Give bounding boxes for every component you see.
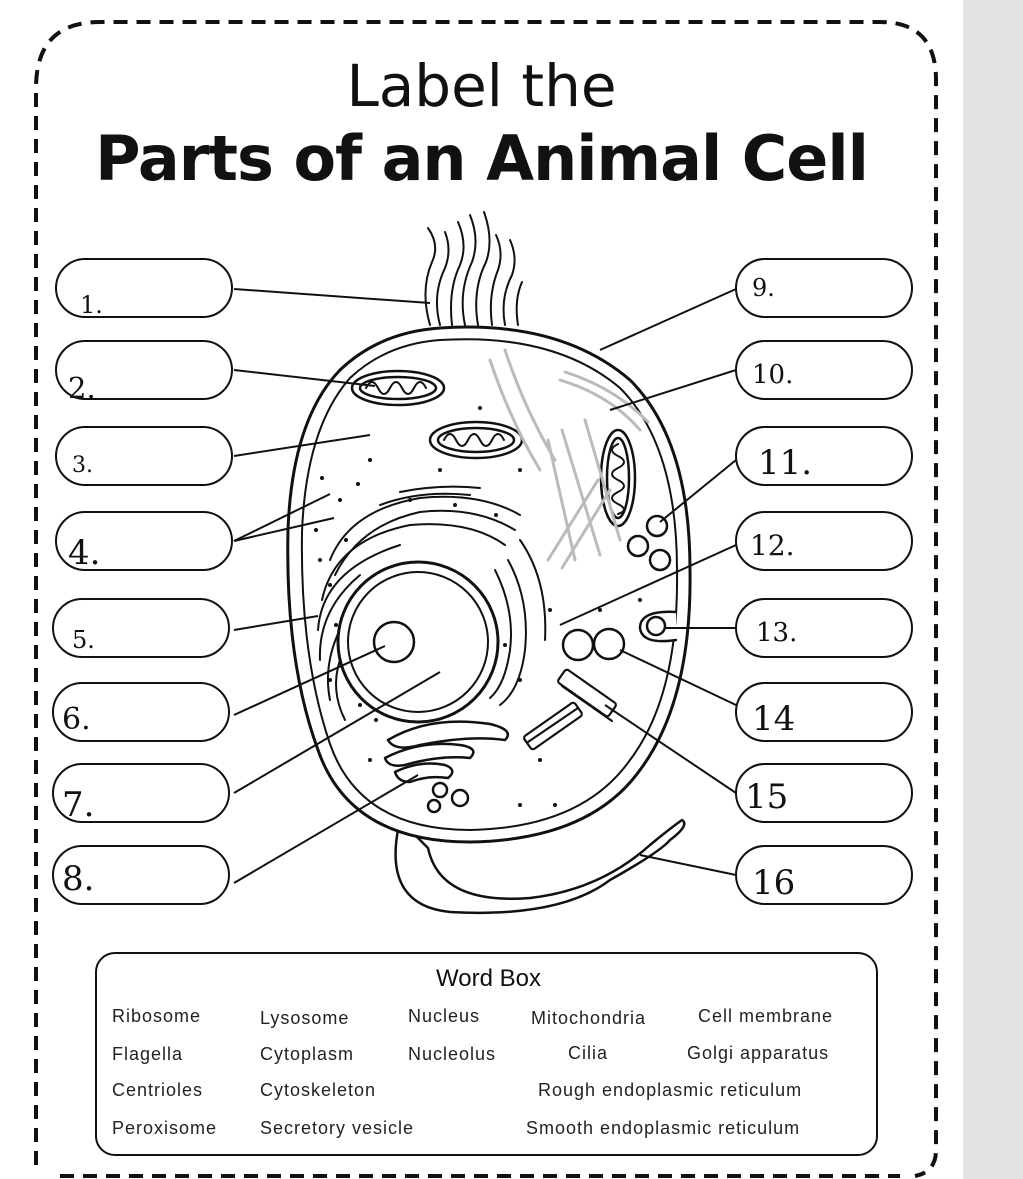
label-number-8: 8. (62, 859, 95, 899)
nucleus-outer (338, 562, 498, 722)
label-number-12: 12. (750, 529, 795, 562)
word-box-title: Word Box (436, 965, 541, 992)
label-number-1: 1. (80, 291, 103, 319)
label-number-2: 2. (68, 371, 96, 405)
label-number-9: 9. (752, 274, 775, 302)
word-box (95, 952, 878, 1156)
label-number-15: 15 (745, 777, 789, 817)
word-centrioles: Centrioles (112, 1080, 204, 1100)
title-line-1: Label the (346, 52, 617, 120)
word-cell-membrane: Cell membrane (698, 1006, 834, 1026)
title-line-2: Parts of an Animal Cell (95, 122, 868, 195)
word-peroxisome: Peroxisome (112, 1118, 218, 1138)
word-nucleus: Nucleus (408, 1006, 481, 1026)
label-number-16: 16 (752, 863, 796, 903)
label-number-6: 6. (62, 702, 91, 737)
page-gutter (963, 0, 1023, 1179)
word-smooth-er: Smooth endoplasmic reticulum (526, 1118, 801, 1138)
label-number-4: 4. (68, 533, 101, 573)
word-cytoplasm: Cytoplasm (260, 1044, 355, 1064)
label-number-5: 5. (72, 626, 95, 654)
word-cytoskeleton: Cytoskeleton (260, 1080, 377, 1100)
label-number-7: 7. (62, 785, 95, 825)
word-cilia: Cilia (568, 1043, 609, 1063)
word-rough-er: Rough endoplasmic reticulum (538, 1080, 803, 1100)
word-nucleolus: Nucleolus (408, 1044, 497, 1064)
label-number-3: 3. (72, 453, 93, 478)
label-number-10: 10. (752, 360, 794, 390)
label-number-14: 14 (752, 699, 796, 739)
word-secretory-vesicle: Secretory vesicle (260, 1118, 415, 1138)
word-lysosome: Lysosome (260, 1008, 350, 1028)
label-number-13: 13. (756, 618, 798, 648)
word-golgi-apparatus: Golgi apparatus (687, 1043, 830, 1063)
word-mitochondria: Mitochondria (531, 1008, 647, 1028)
word-flagella: Flagella (112, 1044, 184, 1064)
word-ribosome: Ribosome (112, 1006, 202, 1026)
label-number-11: 11. (758, 443, 813, 483)
cilia (425, 212, 522, 325)
